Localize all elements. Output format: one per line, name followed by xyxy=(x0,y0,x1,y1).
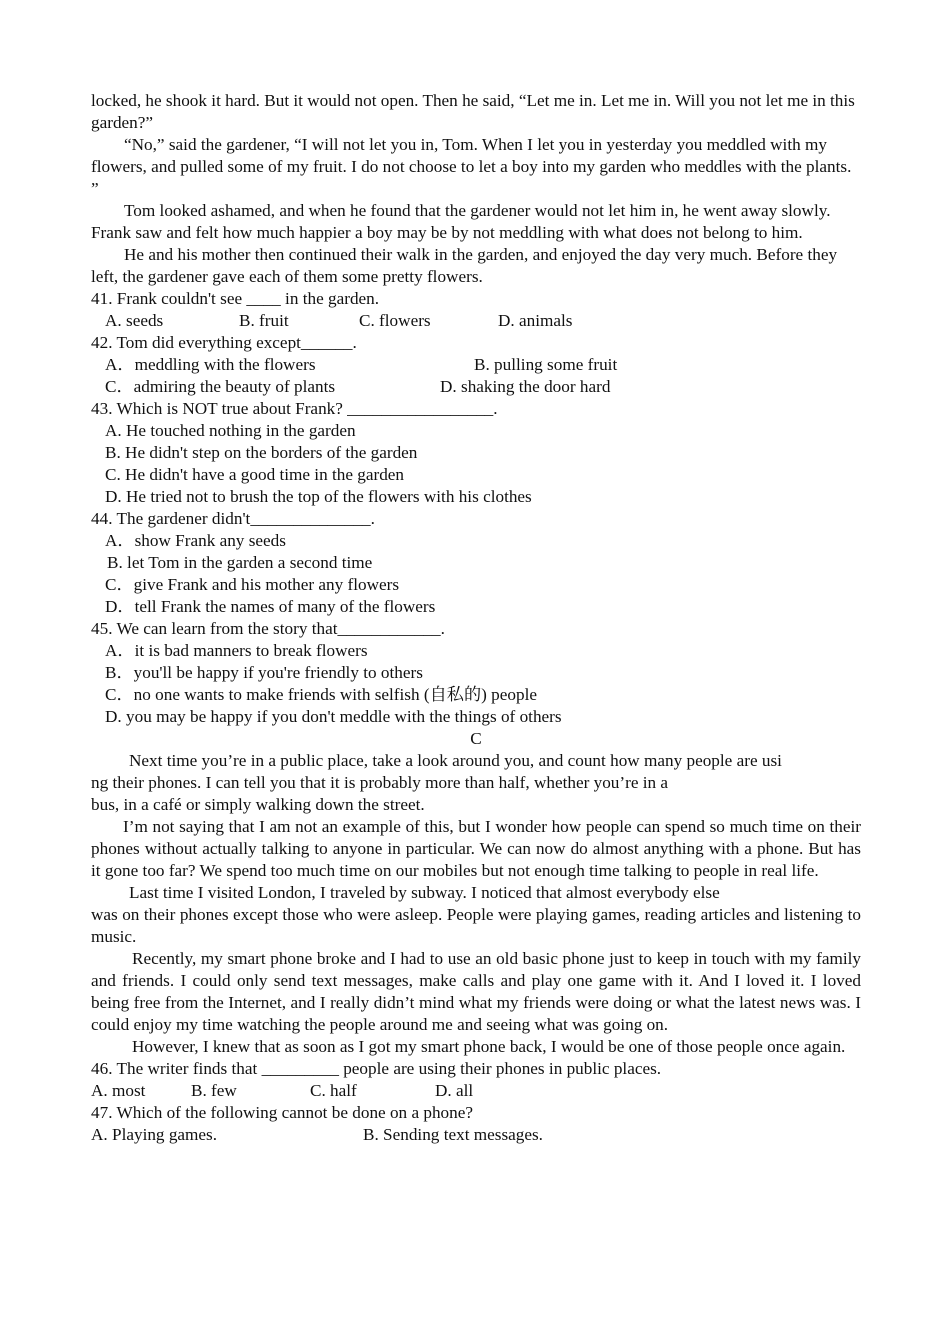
q45-option-d: D. you may be happy if you don't meddle with the things of others xyxy=(105,707,562,726)
q45-option-b: B．you'll be happy if you're friendly to others xyxy=(105,663,423,682)
q43-option-b: B. He didn't step on the borders of the garden xyxy=(105,443,418,462)
q42-option-a: A．meddling with the flowers xyxy=(105,355,316,374)
question-42-options-row-1 xyxy=(91,354,861,376)
passage-b-paragraph-1: locked, he shook it hard. But it would not open. Then he said, “Let me in. Let me in. Will you not let me in this garden?” xyxy=(91,91,855,132)
q45-option-a: A．it is bad manners to break flowers xyxy=(105,641,368,660)
q46-option-c: C. half xyxy=(310,1081,357,1100)
passage-b-paragraph-2: “No,” said the gardener, “I will not let you in, Tom. When I let you in yesterday you meddled with my flowers, and pulled some of my fruit. I do not choose to let a boy into my garden who meddles with the plants. ” xyxy=(91,135,852,198)
section-c-label: C xyxy=(470,729,482,748)
passage-b-paragraph-3: Tom looked ashamed, and when he found that the gardener would not let him in, he went away slowly. Frank saw and felt how much happier a boy may be by not meddling with what does not belong to him. xyxy=(91,201,831,242)
q42-option-b: B. pulling some fruit xyxy=(474,355,618,374)
document-page xyxy=(91,90,861,1146)
q41-option-a: A. seeds xyxy=(105,311,164,330)
passage-c-p1-line-3: bus, in a café or simply walking down the street. xyxy=(91,795,425,814)
question-44-stem: 44. The gardener didn't______________. xyxy=(91,509,375,528)
question-41-options xyxy=(91,310,861,332)
q44-option-d: D．tell Frank the names of many of the flowers xyxy=(105,597,436,616)
passage-c-paragraph-2: I’m not saying that I am not an example of this, but I wonder how people can spend so much time on their phones without actually talking to anyone in particular. We can now do almost anything with a phone. But has it gone too far? We spend too much time on our mobiles but not enough time talking to people in real life. xyxy=(91,817,861,880)
q42-option-c: C．admiring the beauty of plants xyxy=(105,377,336,396)
question-41-stem: 41. Frank couldn't see ____ in the garden. xyxy=(91,289,380,308)
q46-option-b: B. few xyxy=(191,1081,237,1100)
passage-c-p3-rest: was on their phones except those who were asleep. People were playing games, reading articles and listening to music. xyxy=(91,905,861,946)
question-42-options-row-2 xyxy=(91,376,861,398)
question-47-options xyxy=(91,1124,861,1146)
passage-c-p1-line-2: ng their phones. I can tell you that it is probably more than half, whether you’re in a xyxy=(91,773,669,792)
q46-option-a: A. most xyxy=(91,1081,146,1100)
q41-option-c: C. flowers xyxy=(359,311,431,330)
q43-option-a: A. He touched nothing in the garden xyxy=(105,421,356,440)
q43-option-d: D. He tried not to brush the top of the flowers with his clothes xyxy=(105,487,532,506)
q46-option-d: D. all xyxy=(435,1081,474,1100)
question-46-stem: 46. The writer finds that _________ people are using their phones in public places. xyxy=(91,1059,662,1078)
q44-option-a: A．show Frank any seeds xyxy=(105,531,286,550)
q43-option-c: C. He didn't have a good time in the garden xyxy=(105,465,405,484)
passage-b-paragraph-4: He and his mother then continued their walk in the garden, and enjoyed the day very much. Before they left, the gardener gave each of them some pretty flowers. xyxy=(91,245,838,286)
q47-option-b: B. Sending text messages. xyxy=(363,1125,543,1144)
question-47-stem: 47. Which of the following cannot be done on a phone? xyxy=(91,1103,474,1122)
question-45-stem: 45. We can learn from the story that____________. xyxy=(91,619,445,638)
question-43-stem: 43. Which is NOT true about Frank? _________________. xyxy=(91,399,498,418)
passage-c-paragraph-5: However, I knew that as soon as I got my smart phone back, I would be one of those people once again. xyxy=(132,1037,846,1056)
q41-option-d: D. animals xyxy=(498,311,573,330)
q44-option-b: B. let Tom in the garden a second time xyxy=(107,553,373,572)
q44-option-c: C．give Frank and his mother any flowers xyxy=(105,575,400,594)
q47-option-a: A. Playing games. xyxy=(91,1125,218,1144)
passage-c-p1-line-1: Next time you’re in a public place, take a look around you, and count how many people are usi xyxy=(129,751,782,770)
q45-option-c: C．no one wants to make friends with selfish (自私的) people xyxy=(105,685,537,704)
question-46-options xyxy=(91,1080,861,1102)
passage-c-paragraph-4: Recently, my smart phone broke and I had to use an old basic phone just to keep in touch with my family and friends. I could only send text messages, make calls and play one game with it. And I loved it. I loved being free from the Internet, and I really didn’t mind what my friends were doing or what the latest news was. I could enjoy my time watching the people around me and seeing what was going on. xyxy=(91,949,861,1034)
q42-option-d: D. shaking the door hard xyxy=(440,377,611,396)
question-42-stem: 42. Tom did everything except______. xyxy=(91,333,357,352)
q41-option-b: B. fruit xyxy=(239,311,289,330)
passage-c-p3-line-1: Last time I visited London, I traveled by subway. I noticed that almost everybody else xyxy=(129,883,720,902)
